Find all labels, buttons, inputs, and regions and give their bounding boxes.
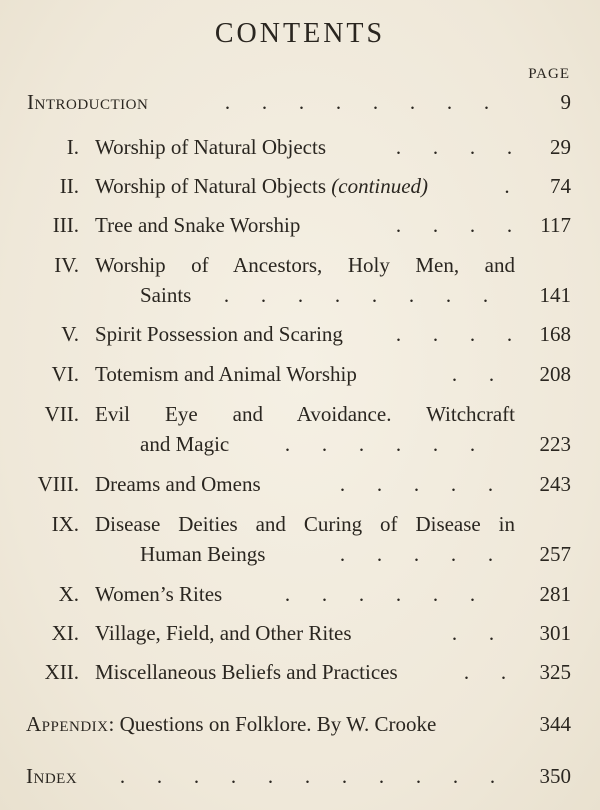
toc-entry-page: 243: [539, 472, 571, 496]
toc-entry-title: Women’s Rites: [95, 582, 223, 606]
toc-entry-page: 208: [539, 362, 571, 386]
dot-leaders: . . . .: [395, 213, 513, 237]
toc-entry-title: Totemism and Animal Worship: [95, 362, 357, 386]
toc-entry-title: Introduction: [27, 90, 149, 114]
dot-leaders: . . . . .: [339, 472, 494, 496]
chapter-number: VI.: [51, 362, 79, 386]
toc-entry-page: 168: [539, 322, 571, 346]
toc-entry-title: Index: [26, 764, 78, 788]
toc-entry-page: 29: [550, 135, 571, 159]
toc-entry-title: Village, Field, and Other Rites: [95, 621, 352, 645]
dot-leaders: . . . . . .: [284, 432, 476, 456]
toc-entry-title-continued: and Magic: [140, 432, 230, 456]
dot-leaders: . . . .: [395, 135, 513, 159]
chapter-number: XII.: [44, 660, 79, 684]
dot-leaders: . .: [451, 362, 495, 386]
title-suffix: (continued): [331, 174, 429, 198]
toc-entry-page: 257: [539, 542, 571, 566]
toc-entry-title: Tree and Snake Worship: [95, 213, 301, 237]
toc-entry-title-continued: Human Beings: [140, 542, 266, 566]
toc-entry-page: 281: [539, 582, 571, 606]
title-suffix: : Questions on Folklore. By W. Crooke: [108, 712, 437, 736]
toc-entry-page: 350: [539, 764, 571, 788]
toc-entry-page: 74: [550, 174, 571, 198]
toc-entry-title: Worship of Natural Objects (continued): [95, 174, 429, 198]
page-title: CONTENTS: [214, 18, 386, 49]
dot-leaders: . .: [451, 621, 495, 645]
toc-entry-title: Appendix: Questions on Folklore. By W. Crooke: [26, 712, 437, 736]
chapter-number: IV.: [54, 253, 79, 277]
toc-entry-page: 301: [539, 621, 571, 645]
dot-leaders: . . . . . .: [284, 582, 476, 606]
toc-entry-title: Spirit Possession and Scaring: [95, 322, 343, 346]
chapter-number: I.: [66, 135, 79, 159]
toc-entry-page: 325: [539, 660, 571, 684]
toc-entry-title-continued: Saints: [140, 283, 192, 307]
chapter-number: X.: [58, 582, 79, 606]
chapter-number: VII.: [44, 402, 79, 426]
page-column-label: PAGE: [528, 66, 570, 82]
toc-entry-title: Worship of Ancestors, Holy Men, and: [95, 253, 515, 277]
chapter-number: XI.: [51, 621, 79, 645]
toc-entry-title: Miscellaneous Beliefs and Practices: [95, 660, 398, 684]
chapter-number: V.: [61, 322, 79, 346]
dot-leaders: . .: [463, 660, 507, 684]
dot-leaders: .: [504, 174, 510, 198]
dot-leaders: . . . . .: [339, 542, 494, 566]
toc-entry-title: Evil Eye and Avoidance. Witchcraft: [95, 402, 515, 426]
chapter-number: VIII.: [37, 472, 79, 496]
chapter-number: II.: [59, 174, 79, 198]
toc-entry-page: 223: [539, 432, 571, 456]
dot-leaders: . . . .: [395, 322, 513, 346]
toc-entry-title: Disease Deities and Curing of Disease in: [95, 512, 515, 536]
dot-leaders: . . . . . . . . . . .: [119, 764, 496, 788]
chapter-number: IX.: [51, 512, 79, 536]
toc-entry-page: 344: [539, 712, 571, 736]
chapter-number: III.: [52, 213, 79, 237]
toc-entry-page: 9: [560, 90, 571, 114]
dot-leaders: . . . . . . . .: [223, 283, 489, 307]
toc-entry-page: 117: [540, 213, 571, 237]
toc-entry-title: Dreams and Omens: [95, 472, 261, 496]
dot-leaders: . . . . . . . .: [224, 90, 490, 114]
toc-entry-title: Worship of Natural Objects: [95, 135, 326, 159]
toc-entry-page: 141: [539, 283, 571, 307]
